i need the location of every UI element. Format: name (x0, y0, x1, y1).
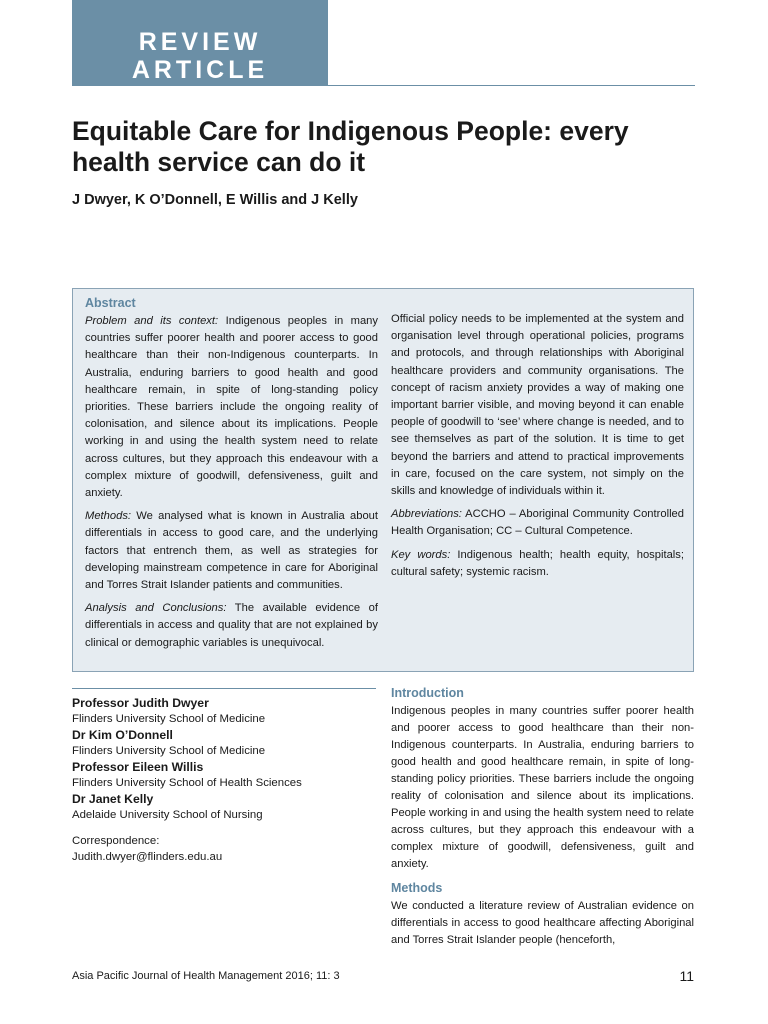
affiliation-name: Professor Judith Dwyer (72, 696, 209, 710)
introduction-text: Indigenous peoples in many countries suffer poorer health and poorer access to good healthcare than their non-Indigenous counterparts. In Australia, enduring barriers to good health and good healthcare remain, in spite of long-standing policy priorities. These barriers include the ongoing reality of colonisation and silence about its implications. People working in and using the health system need to relate across cultures, but they approach this endeavour with a complex mixture of goodwill, defensiveness, guilt and anxiety. (391, 705, 694, 870)
analysis-text: The available evidence of differentials in access and quality that are not explained by clinical or demographic variables is unequivocal. (85, 602, 378, 649)
abstract-policy-paragraph: Official policy needs to be implemented at the system and organisation level through operational policies, programs and protocols, and through relationships with Aboriginal healthcare providers and community organisations. The concept of racism anxiety provides a way of making one important barrier visible, and moving beyond it can enable people of goodwill to ‘see’ where change is needed, and to see themselves as part of the solution. It is time to get beyond the barriers and attend to practical improvements in care, focused on the care system, not simply on the skills and knowledge of individuals within it. (391, 313, 684, 498)
keywords-text: Indigenous health; health equity, hospitals; cultural safety; systemic racism. (391, 548, 684, 578)
journal-citation: Asia Pacific Journal of Health Management 2016; 11: 3 (72, 970, 340, 982)
banner-line-2: ARTICLE (131, 56, 269, 84)
article-type-banner (72, 0, 328, 86)
affiliation-institution: Flinders University School of Medicine (72, 713, 266, 725)
article-title: Equitable Care for Indigenous People: every health service can do it (72, 116, 629, 177)
abbrev-text: ACCHO – Aboriginal Community Controlled Health Organisation; CC – Cultural Competence. (391, 508, 684, 538)
abstract-right-column (391, 311, 684, 587)
abstract-heading: Abstract (85, 296, 136, 310)
correspondence-email[interactable]: Judith.dwyer@flinders.edu.au (72, 851, 223, 863)
abstract-abbreviations (391, 506, 684, 540)
author-affiliations (72, 688, 376, 865)
methods-label: Methods: (85, 510, 132, 523)
affiliation-institution: Flinders University School of Health Sciences (72, 777, 302, 789)
abstract-box (72, 288, 694, 672)
banner-line-1: REVIEW (138, 28, 262, 56)
affiliation-name: Professor Eileen Willis (72, 760, 204, 774)
affiliation-institution: Flinders University School of Medicine (72, 745, 266, 757)
author-list: J Dwyer, K O’Donnell, E Willis and J Kelly (72, 192, 358, 208)
banner-rule (328, 85, 695, 86)
abstract-left-column (85, 313, 378, 658)
context-text: Indigenous peoples in many countries suffer poorer health and poorer access to good healthcare than their non-Indigenous counterparts. In Australia, enduring barriers to good health and good healthcare remain, in spite of long-standing policy priorities. These barriers include the ongoing reality of colonisation, and silence about its implications. People working in and using the health system need to relate across cultures, but they approach this endeavour with a complex mixture of goodwill, defensiveness, guilt and anxiety. (85, 315, 378, 500)
methods-heading: Methods (391, 881, 443, 895)
methods-text: We conducted a literature review of Australian evidence on differentials in access to good healthcare affecting Aboriginal and Torres Strait Islander people (henceforth, (391, 900, 694, 946)
body-column (391, 686, 694, 957)
context-label: Problem and its context: (85, 315, 219, 327)
affiliation-name: Dr Kim O’Donnell (72, 728, 173, 742)
page-number: 11 (679, 968, 694, 984)
introduction-heading: Introduction (391, 686, 464, 700)
affiliation-institution: Adelaide University School of Nursing (72, 809, 263, 821)
analysis-label: Analysis and Conclusions: (85, 602, 227, 615)
correspondence-label: Correspondence: (72, 835, 160, 847)
abstract-context (85, 313, 378, 502)
keywords-label: Key words: (391, 548, 451, 561)
affiliation-name: Dr Janet Kelly (72, 792, 154, 806)
abstract-analysis (85, 600, 378, 652)
abstract-methods (85, 508, 378, 594)
methods-text: We analysed what is known in Australia about differentials in access to good care, and the underlying factors that entrench them, as well as strategies for developing mainstream competence in care for Aboriginal and Torres Strait Islander patients and communities. (85, 510, 378, 592)
abstract-keywords (391, 547, 684, 581)
abbrev-label: Abbreviations: (391, 508, 462, 521)
